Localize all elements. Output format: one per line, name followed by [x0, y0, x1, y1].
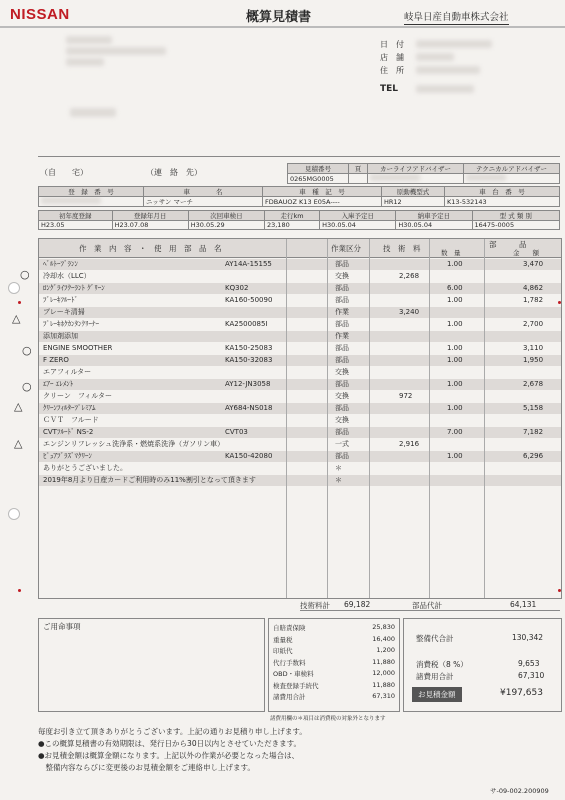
advisor-value: [368, 174, 464, 184]
hole-punch: [8, 508, 20, 520]
col-parts: 部 品: [489, 240, 527, 249]
table-row: [39, 307, 561, 318]
item-category: 部品: [335, 452, 349, 460]
item-code: KA150-25083: [225, 344, 273, 352]
table-row: [39, 451, 561, 462]
col-delivery: 納車予定日: [396, 211, 472, 221]
fee-value: 11,880: [372, 680, 395, 689]
item-amount: 2,700: [523, 320, 544, 328]
item-qty: 6.00: [447, 284, 463, 292]
item-category: 交換: [335, 416, 349, 424]
item-category: 部品: [335, 428, 349, 436]
item-amount: 3,110: [523, 344, 544, 352]
item-qty: 1.00: [447, 404, 463, 412]
requests-label: ご用命事項: [43, 622, 81, 631]
col-reg-number: 登 録 番 号: [39, 187, 144, 197]
dates-table: [38, 210, 560, 230]
item-amount: 4,862: [523, 284, 544, 292]
table-row: [39, 463, 561, 474]
fee-label: 諸費用合計: [273, 693, 306, 701]
item-category: ＊: [335, 476, 342, 484]
reg-number-value: [39, 197, 144, 207]
table-row: [39, 439, 561, 450]
col-mileage: 走行km: [264, 211, 319, 221]
car-name-value: ニッサン マーチ: [144, 197, 263, 207]
item-amount: 3,470: [523, 260, 544, 268]
item-name: ﾛﾝｸﾞﾗｲﾌｸｰﾗﾝﾄ ｸﾞﾘｰﾝ: [43, 284, 105, 292]
item-labor: 2,268: [399, 272, 420, 280]
item-code: KQ302: [225, 284, 249, 292]
header-rule: [0, 26, 565, 28]
estimate-total-label: お見積金額: [412, 687, 462, 702]
fee-value: 25,830: [372, 623, 395, 631]
quote-header-table: [287, 163, 560, 184]
vehicle-table: [38, 186, 560, 207]
home-label: （自 宅）: [40, 168, 88, 177]
pen-mark-circle: ○: [20, 268, 30, 281]
table-row: [39, 415, 561, 426]
item-name: クリーン フィルター: [43, 392, 113, 400]
page-value: [349, 174, 368, 184]
col-first-reg: 初年度登録: [39, 211, 113, 221]
item-code: KA150-42080: [225, 452, 273, 460]
redacted-postcode: [66, 36, 112, 44]
fee-label: 重量税: [273, 635, 293, 644]
redacted-store-address: [416, 66, 480, 74]
table-row: [39, 343, 561, 354]
item-category: 作業: [335, 308, 349, 316]
notes: [38, 726, 307, 774]
tech-advisor-value: [464, 174, 560, 184]
fee-value: 16,400: [372, 634, 395, 643]
fee-label: 代行手数料: [273, 658, 306, 667]
redacted-customer-name: [70, 108, 116, 117]
item-name: ﾌﾟﾚｰｷﾎｸｶﾝﾀﾝｸﾘｰﾅｰ: [43, 320, 99, 328]
item-name: ﾋﾟｭｱﾌﾞﾗｽﾞﾏｸﾘｰﾝ: [43, 452, 92, 460]
item-name: 2019年8月より日産カードご利用時のみ11%割引となって頂きます: [43, 476, 256, 484]
nissan-logo: NISSAN: [10, 6, 70, 23]
quote-number-value: 0265MG0005: [288, 174, 349, 184]
fee-value: 12,000: [372, 669, 395, 677]
item-name: 添加剤添加: [43, 332, 78, 340]
col-qty: 数 量: [441, 249, 461, 257]
binder-mark: [18, 589, 21, 592]
mileage-value: 23,180: [264, 221, 319, 230]
contact-label: （連 絡 先）: [146, 168, 202, 177]
fees-note: 諸費用欄の＊項目は消費税の対象外となります: [270, 716, 386, 722]
item-code: AY14A-15155: [225, 260, 272, 268]
item-name: CVTﾌﾙｰﾄﾞ NS-2: [43, 428, 94, 436]
fee-row: [273, 658, 395, 667]
form-code: サ-09-002.200909: [490, 787, 549, 795]
redacted-store: [416, 53, 454, 61]
fee-label: 印紙代: [273, 647, 293, 655]
model-code-value: FDBAUOZ K13 E05A----: [263, 197, 382, 207]
chassis-value: K13-532143: [445, 197, 560, 207]
table-row: [39, 391, 561, 402]
item-category: 部品: [335, 260, 349, 268]
fee-value: 67,310: [372, 692, 395, 700]
estimate-total-value: ¥197,653: [500, 688, 543, 698]
hole-punch: [8, 282, 20, 294]
delivery-value: H30.05.04: [396, 221, 472, 230]
fee-row: [273, 669, 395, 678]
item-name: F ZERO: [43, 356, 69, 364]
table-row: [39, 319, 561, 330]
item-name: ｴｱｰ ｴﾚﾒﾝﾄ: [43, 380, 74, 388]
expenses-value: 67,310: [518, 671, 545, 680]
note-line: 毎度お引き立て頂きありがとうございます。上記の通りお見積り申し上げます。: [38, 727, 307, 736]
fee-row: [273, 681, 395, 690]
item-amount: 1,782: [523, 296, 544, 304]
item-labor: 972: [399, 392, 413, 400]
fees-box: [268, 618, 400, 712]
fee-row: [273, 635, 395, 644]
expenses-label: 諸費用合計: [416, 672, 454, 681]
first-reg-value: H23.05: [39, 221, 113, 230]
binder-mark: [18, 301, 21, 304]
table-row: [39, 259, 561, 270]
binder-mark: [558, 589, 561, 592]
item-category: 部品: [335, 296, 349, 304]
reg-date-value: H23.07.08: [112, 221, 188, 230]
item-qty: 1.00: [447, 356, 463, 364]
tech-advisor-label: テクニカルアドバイザー: [464, 164, 560, 174]
item-qty: 1.00: [447, 260, 463, 268]
fee-label: OBD・車検料: [273, 670, 314, 678]
fee-row: [273, 646, 395, 655]
col-car-name: 車 名: [144, 187, 263, 197]
store-label: 店 舗: [380, 53, 404, 62]
item-name: 冷却水（LLC）: [43, 272, 91, 280]
col-category: 作業区分: [331, 244, 361, 253]
table-row: [39, 427, 561, 438]
pen-mark-circle: ○: [22, 344, 32, 357]
col-arrival: 入庫予定日: [320, 211, 396, 221]
table-row: [39, 295, 561, 306]
note-line: 整備内容ならびに変更後のお見積金額をご連絡申し上げます。: [38, 763, 255, 772]
pen-mark-circle: ○: [22, 380, 32, 393]
fee-row: [273, 692, 395, 701]
col-labor: 技 術 料: [383, 244, 421, 253]
item-name: ENGINE SMOOTHER: [43, 344, 113, 352]
parts-total-value: 64,131: [510, 600, 537, 609]
item-category: 部品: [335, 404, 349, 412]
quote-number-label: 見積番号: [288, 164, 349, 174]
pen-mark-triangle: △: [14, 437, 23, 450]
item-code: AY12-JN3058: [225, 380, 271, 388]
item-amount: 1,950: [523, 356, 544, 364]
item-qty: 1.00: [447, 320, 463, 328]
fee-label: 検査登録手続代: [273, 681, 319, 690]
fee-label: 自賠責保険: [273, 624, 306, 632]
item-name: ﾌﾞﾚｰｷﾌﾙｰﾄﾞ: [43, 296, 78, 304]
tax-label: 消費税（8 %）: [416, 660, 468, 669]
divider: [38, 156, 560, 157]
item-name: ﾍﾞﾙﾄｰﾌﾞﾗﾝﾝ: [43, 260, 78, 268]
table-row: [39, 475, 561, 486]
item-category: 部品: [335, 284, 349, 292]
col-work: 作 業 内 容 ・ 使 用 部 品 名: [79, 244, 222, 253]
item-name: ｸﾘｰﾝﾌｨﾙﾀｰﾌﾟﾚﾐｱﾑ: [43, 404, 96, 412]
item-qty: 1.00: [447, 344, 463, 352]
advisor-label: カーライフアドバイザー: [368, 164, 464, 174]
table-row: [39, 271, 561, 282]
item-code: KA2500085I: [225, 320, 268, 328]
item-category: 交換: [335, 272, 349, 280]
item-name: エアフィルター: [43, 368, 92, 376]
table-row: [39, 283, 561, 294]
requests-box: [38, 618, 265, 712]
redacted-date: [416, 40, 492, 48]
redacted-address: [66, 47, 166, 55]
items-header: [39, 239, 561, 258]
item-qty: 1.00: [447, 296, 463, 304]
note-line: ●お見積金額は概算金額になります。上記以外の作業が必要となった場合は、: [38, 751, 299, 760]
summary-box: [403, 618, 562, 712]
item-labor: 2,916: [399, 440, 420, 448]
item-category: 部品: [335, 344, 349, 352]
item-category: 部品: [335, 320, 349, 328]
table-row: [39, 379, 561, 390]
maintenance-total-value: 130,342: [512, 633, 544, 642]
item-qty: 1.00: [447, 452, 463, 460]
fee-row: [273, 623, 395, 632]
col-chassis: 車 台 番 号: [445, 187, 560, 197]
col-next-inspection: 次回車検日: [188, 211, 264, 221]
maintenance-total-label: 整備代合計: [416, 634, 454, 643]
address-label: 住 所: [380, 66, 404, 75]
table-row: [39, 355, 561, 366]
col-model-code: 車 種 記 号: [263, 187, 382, 197]
item-labor: 3,240: [399, 308, 420, 316]
item-amount: 5,158: [523, 404, 544, 412]
items-table: [38, 238, 562, 599]
item-code: CVT03: [225, 428, 248, 436]
item-category: 一式: [335, 440, 349, 448]
labor-total-label: 技術料計: [300, 601, 330, 610]
engine-value: HR12: [382, 197, 445, 207]
fee-value: 11,880: [372, 657, 395, 666]
labor-total-value: 69,182: [344, 600, 371, 609]
type-class-value: 16475-0005: [472, 221, 559, 230]
item-code: KA150-32083: [225, 356, 273, 364]
item-amount: 6,296: [523, 452, 544, 460]
item-name: ＣＶＴ フルード: [43, 416, 99, 424]
binder-mark: [558, 301, 561, 304]
pen-mark-triangle: △: [14, 400, 23, 413]
redacted-tel: [416, 85, 474, 93]
tel-label: TEL: [380, 84, 399, 94]
col-amount: 金 額: [513, 249, 539, 257]
redacted-address-2: [66, 58, 104, 66]
next-inspection-value: H30.05.29: [188, 221, 264, 230]
item-name: ありがとうございました。: [43, 464, 127, 472]
table-row: [39, 403, 561, 414]
item-qty: 7.00: [447, 428, 463, 436]
item-name: エンジンリフレッシュ洗浄系・燃焼系洗浄（ガソリン車）: [43, 440, 225, 448]
col-type-class: 型 式 類 別: [472, 211, 559, 221]
date-label: 日 付: [380, 40, 404, 49]
table-row: [39, 331, 561, 342]
item-amount: 7,182: [523, 428, 544, 436]
company-name: 岐阜日産自動車株式会社: [404, 9, 509, 25]
item-amount: 2,678: [523, 380, 544, 388]
item-name: ブレーキ清掃: [43, 308, 85, 316]
item-category: 交換: [335, 392, 349, 400]
page-label: 頁: [349, 164, 368, 174]
table-row: [39, 367, 561, 378]
item-code: AY684-NS018: [225, 404, 273, 412]
item-category: 部品: [335, 356, 349, 364]
parts-total-label: 部品代計: [412, 601, 442, 610]
tax-value: 9,653: [518, 659, 540, 668]
item-qty: 1.00: [447, 380, 463, 388]
col-engine: 原動機型式: [382, 187, 445, 197]
item-category: ＊: [335, 464, 342, 472]
document-title: 概算見積書: [246, 10, 312, 25]
item-code: KA160-50090: [225, 296, 273, 304]
fee-value: 1,200: [376, 646, 395, 654]
item-category: 部品: [335, 380, 349, 388]
item-category: 作業: [335, 332, 349, 340]
item-category: 交換: [335, 368, 349, 376]
col-reg-date: 登録年月日: [112, 211, 188, 221]
arrival-value: H30.05.04: [320, 221, 396, 230]
pen-mark-triangle: △: [12, 312, 21, 325]
note-line: ●この概算見積書の有効期限は、発行日から30日以内とさせていただきます。: [38, 739, 301, 748]
